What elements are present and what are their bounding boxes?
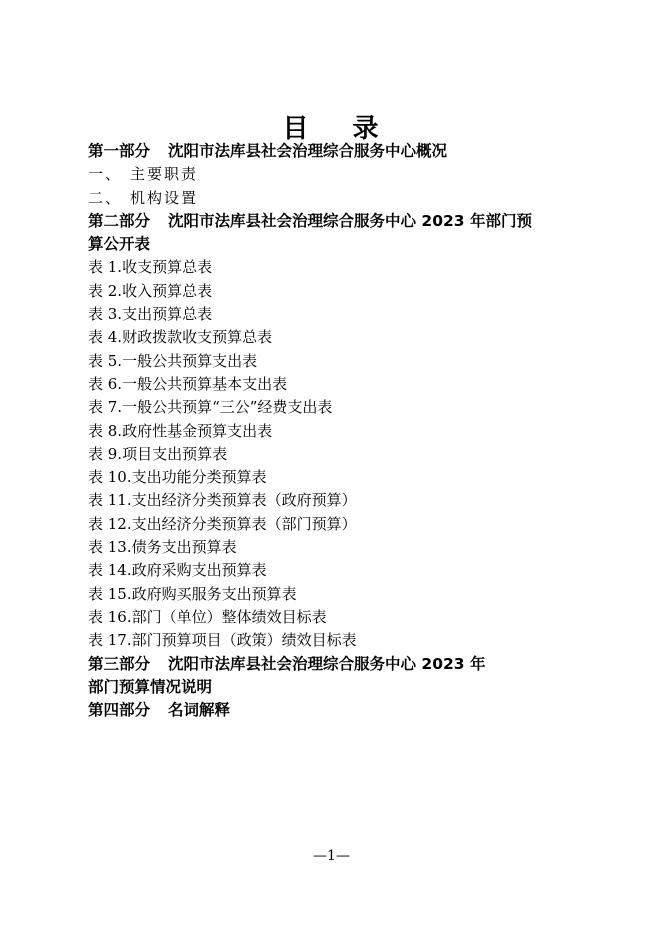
toc-table-item[interactable]: 表 4.财政拨款收支预算总表: [88, 328, 273, 347]
toc-item[interactable]: [88, 187, 608, 210]
title-char-1: 目: [282, 114, 311, 144]
toc-table-item[interactable]: 表 12.支出经济分类预算表（部门预算）: [88, 514, 357, 533]
toc-part-name: 沈阳市法库县社会治理综合服务中心 2023 年: [168, 654, 486, 673]
toc-part-label: 第三部分: [88, 654, 151, 673]
toc-table-item[interactable]: 表 15.政府购买服务支出预算表: [88, 584, 297, 603]
title-char-2: 录: [352, 114, 381, 144]
toc-part-name: 沈阳市法库县社会治理综合服务中心概况: [168, 142, 448, 160]
toc-item[interactable]: [88, 163, 608, 186]
toc-table-item[interactable]: 表 7.一般公共预算“三公”经费支出表: [88, 398, 333, 417]
toc-part-label: 第二部分: [88, 211, 151, 230]
toc-table-item[interactable]: 表 6.一般公共预算基本支出表: [88, 374, 288, 393]
toc-table-item[interactable]: 表 10.支出功能分类预算表: [88, 468, 267, 487]
toc-item-number: 二、: [88, 188, 123, 207]
toc-table-item[interactable]: 表 3.支出预算总表: [88, 305, 213, 324]
toc-table-item[interactable]: 表 13.债务支出预算表: [88, 538, 237, 557]
toc-part-name: 沈阳市法库县社会治理综合服务中心 2023 年部门预: [168, 211, 532, 230]
toc-part-2-continuation[interactable]: 算公开表: [88, 235, 151, 254]
toc-table-item[interactable]: 表 5.一般公共预算支出表: [88, 351, 258, 370]
toc-table-item[interactable]: 表 11.支出经济分类预算表（政府预算）: [88, 491, 357, 510]
toc-part-label: 第一部分: [88, 142, 151, 160]
toc-item-text: 机构设置: [130, 188, 199, 207]
page-number: —1—: [313, 848, 350, 864]
toc-part-name: 名词解释: [168, 701, 231, 720]
toc-item-number: 一、: [88, 165, 123, 184]
toc-part-3[interactable]: [88, 653, 608, 676]
toc-part-1[interactable]: [88, 140, 608, 163]
toc-item-text: 主要职责: [130, 165, 199, 184]
toc-part-3-continuation[interactable]: 部门预算情况说明: [88, 677, 213, 696]
toc-table-item[interactable]: 表 9.项目支出预算表: [88, 444, 228, 463]
toc-table-item[interactable]: 表 1.收支预算总表: [88, 258, 213, 277]
toc-table-item[interactable]: 表 16.部门（单位）整体绩效目标表: [88, 607, 327, 626]
toc-table-item[interactable]: 表 2.收入预算总表: [88, 281, 213, 300]
table-of-contents: [88, 140, 608, 722]
toc-part-4[interactable]: [88, 699, 608, 722]
toc-table-item[interactable]: 表 17.部门预算项目（政策）绩效目标表: [88, 631, 357, 650]
toc-part-2[interactable]: [88, 210, 608, 233]
toc-part-label: 第四部分: [88, 701, 151, 720]
toc-table-item[interactable]: 表 14.政府采购支出预算表: [88, 561, 267, 580]
toc-table-item[interactable]: 表 8.政府性基金预算支出表: [88, 421, 273, 440]
